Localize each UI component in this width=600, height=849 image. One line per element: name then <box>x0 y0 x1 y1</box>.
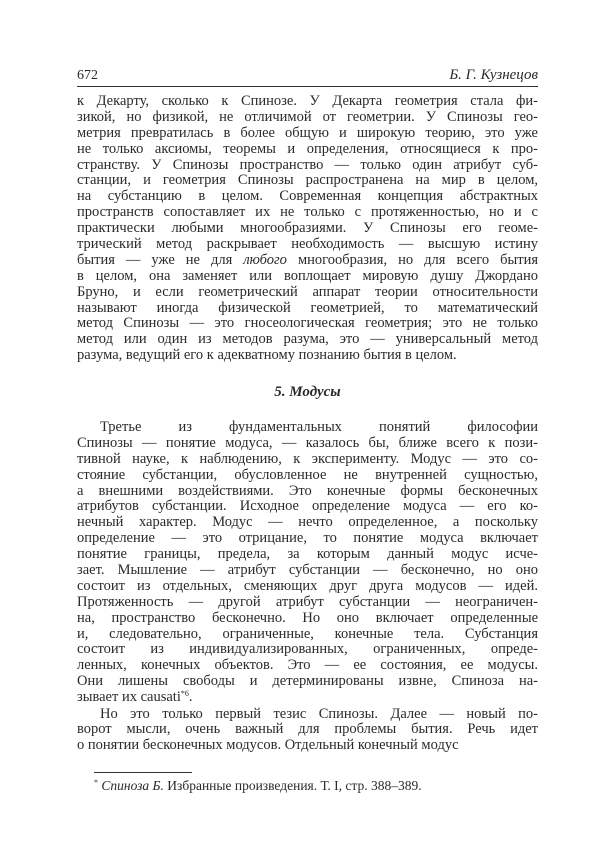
text-segment: состоит из индивидуализированных, ограниченных, опреде- <box>77 641 538 658</box>
text-line <box>77 348 538 364</box>
text-line <box>77 301 538 317</box>
text-line <box>77 707 538 723</box>
text-line <box>77 173 538 189</box>
text-line <box>77 221 538 237</box>
text-segment: разума, ведущий его к адекватному познанию бытия в целом. <box>77 347 457 364</box>
text-segment: стояние субстанции, обусловленное не внутренней сущностью, <box>77 466 538 483</box>
text-segment: зает. Мышление — атрибут субстанции — бесконечно, но оно <box>77 562 538 579</box>
footnote-text: Избранные произведения. Т. I, стр. 388–389. <box>163 778 422 793</box>
text-segment: практически любыми многообразиями. У Спинозы его геоме- <box>77 220 538 237</box>
text-line <box>77 515 538 531</box>
text-segment: Протяженность — другой атрибут субстанции — неограничен- <box>77 593 538 610</box>
text-line <box>77 674 538 690</box>
section-heading: 5. Модусы <box>274 384 341 400</box>
text-segment: бытия — уже не для <box>77 251 244 268</box>
text-segment: тивной науке, к наблюдению, к эксперименту. Модус — это со- <box>77 450 538 467</box>
footnote-rule <box>94 772 192 773</box>
text-segment: понятие границы, предела, за которым данный модус исче- <box>77 546 538 563</box>
running-title: Б. Г. Кузнецов <box>449 67 538 83</box>
text-segment: ленных, конечных объектов. Это — ее состояния, ее модусы. <box>77 657 538 674</box>
text-segment: на субстанцию в целом. Современная концепция абстрактных <box>77 188 538 205</box>
text-segment: а внешними воздействиями. Это конечные формы бесконечных <box>77 482 538 499</box>
text-segment: нечный характер. Модус — нечто определенное, а поскольку <box>77 514 538 531</box>
page-number: 672 <box>77 68 98 83</box>
text-line <box>77 452 538 468</box>
text-line <box>77 722 538 738</box>
text-segment: ворот мысли, очень важный для проблемы бытия. Речь идет <box>77 721 538 738</box>
text-segment: странству. У Спинозы пространство — только один атрибут суб- <box>77 156 538 173</box>
text-line <box>77 142 538 158</box>
text-line <box>77 627 538 643</box>
text-line <box>77 110 538 126</box>
text-segment: называют иногда физической геометрией, то математический <box>77 299 538 316</box>
text-line <box>77 205 538 221</box>
text-line <box>77 94 538 110</box>
text-line <box>77 316 538 332</box>
text-segment: Бруно, и если геометрический аппарат теории относительности <box>77 283 538 300</box>
text-line <box>77 563 538 579</box>
paragraph-infinite-modes <box>77 707 538 755</box>
paragraph-modus-definition <box>77 420 538 706</box>
text-line <box>77 158 538 174</box>
text-line <box>77 332 538 348</box>
text-line <box>77 237 538 253</box>
text-line <box>77 579 538 595</box>
text-segment: Но это только первый тезис Спинозы. Далее — новый по- <box>100 705 538 722</box>
text-segment: и, следовательно, ограниченные, конечные тела. Субстанция <box>77 625 538 642</box>
text-segment: зывает их causati <box>77 689 181 706</box>
text-line <box>77 499 538 515</box>
text-segment: метод или один из методов разума, это — универсальный метод <box>77 331 538 348</box>
text-line <box>77 642 538 658</box>
text-line <box>77 484 538 500</box>
text-segment: состоит из отдельных, сменяющих друг друга модусов — идей. <box>77 577 538 594</box>
text-segment: трический метод раскрывает необходимость — высшую истину <box>77 236 538 253</box>
text-line <box>77 436 538 452</box>
text-segment: атрибутов субстанции. Исходное определение модуса — его ко- <box>77 498 538 515</box>
text-segment: станции, и геометрия Спинозы распространена на мир в целом, <box>77 172 538 189</box>
text-line <box>77 126 538 142</box>
text-line <box>77 189 538 205</box>
footnote-reference: *6 <box>180 689 189 699</box>
text-segment: не только аксиомы, теоремы и определения, относящиеся к про- <box>77 140 538 157</box>
text-segment: Они лишены свободы и детерминированы извне, Спиноза на- <box>77 673 538 690</box>
text-line <box>77 658 538 674</box>
text-line <box>77 531 538 547</box>
text-line <box>77 690 538 706</box>
text-line <box>77 468 538 484</box>
text-line <box>77 611 538 627</box>
text-line <box>77 285 538 301</box>
running-header <box>77 66 538 87</box>
text-segment: к Декарту, сколько к Спинозе. У Декарта геометрия стала фи- <box>77 93 538 109</box>
text-line <box>77 269 538 285</box>
text-segment: в целом, она заменяет или воплощает мировую душу Джордано <box>77 267 538 284</box>
text-segment: Спинозы — понятие модуса, — казалось бы, ближе всего к пози- <box>77 434 538 451</box>
text-segment: . <box>188 689 193 706</box>
text-segment: на, пространство бесконечно. Но оно включает определенные <box>77 609 538 626</box>
text-segment: пространств сопоставляет их не только с протяженностью, но и с <box>77 204 538 221</box>
text-line <box>77 253 538 269</box>
emphasis-text: любого <box>243 251 287 268</box>
text-line <box>77 738 538 754</box>
text-segment: метод Спинозы — это гносеологическая геометрия; это не только <box>77 315 538 332</box>
paragraph-continuation <box>77 94 538 364</box>
text-line <box>77 595 538 611</box>
text-segment: зикой, но физикой, не отличимой от геометрии. У Спинозы гео- <box>77 108 538 125</box>
text-segment: о понятии бесконечных модусов. Отдельный конечный модус <box>77 737 459 754</box>
text-segment: многообразия, но для всего бытия <box>286 251 538 268</box>
text-segment: Третье из фундаментальных понятий философии <box>100 419 538 435</box>
text-segment: определение — это отрицание, то понятие модуса включает <box>77 530 538 547</box>
footnote-marker: * <box>94 778 98 787</box>
text-line <box>77 420 538 436</box>
footnote <box>94 778 422 794</box>
text-segment: метрия превратилась в более общую и широкую теорию, это уже <box>77 124 538 141</box>
text-line <box>77 547 538 563</box>
footnote-author: Спиноза Б. <box>101 778 164 793</box>
